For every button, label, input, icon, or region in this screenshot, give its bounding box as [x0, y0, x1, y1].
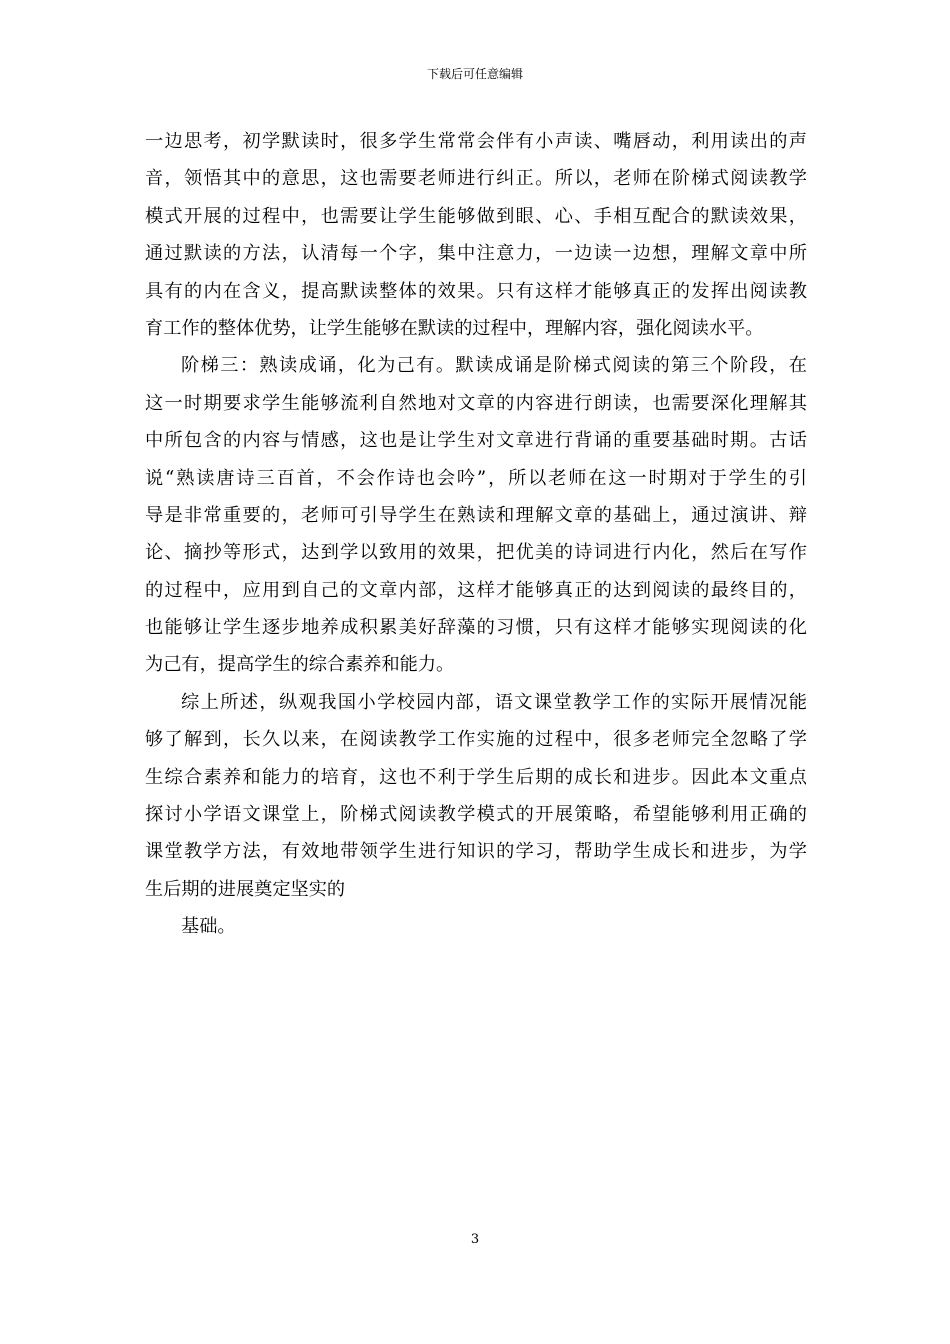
text-line: 通过默读的方法，认清每一个字，集中注意力，一边读一边想，理解文章中所 — [145, 243, 807, 265]
text-line: 导是非常重要的，老师可引导学生在熟读和理解文章的基础上，通过演讲、辩 — [145, 504, 807, 526]
text-line: 生后期的进展奠定坚实的 — [145, 878, 346, 900]
text-line: 一边思考，初学默读时，很多学生常常会伴有小声读、嘴唇动，利用读出的声 — [145, 131, 807, 152]
text-line: 阶梯三：熟读成诵，化为己有。默读成诵是阶梯式阅读的第三个阶段，在 — [181, 355, 807, 377]
text-line: 具有的内在含义，提高默读整体的效果。只有这样才能够真正的发挥出阅读教 — [145, 280, 807, 302]
text-line: 音，领悟其中的意思，这也需要老师进行纠正。所以，老师在阶梯式阅读教学 — [145, 168, 807, 190]
text-line: 育工作的整体优势，让学生能够在默读的过程中，理解内容，强化阅读水平。 — [145, 317, 764, 339]
text-line: 模式开展的过程中，也需要让学生能够做到眼、心、手相互配合的默读效果， — [145, 205, 807, 227]
text-line: 论、摘抄等形式，达到学以致用的效果，把优美的诗词进行内化，然后在写作 — [145, 542, 807, 564]
text-line: 中所包含的内容与情感，这也是让学生对文章进行背诵的重要基础时期。古话 — [145, 430, 807, 452]
text-line: 够了解到，长久以来，在阅读教学工作实施的过程中，很多老师完全忽略了学 — [145, 729, 807, 751]
text-line: 综上所述，纵观我国小学校园内部，语文课堂教学工作的实际开展情况能 — [181, 691, 807, 713]
text-line: 这一时期要求学生能够流利自然地对文章的内容进行朗读，也需要深化理解其 — [145, 392, 807, 414]
text-line: 课堂教学方法，有效地带领学生进行知识的学习，帮助学生成长和进步，为学 — [145, 841, 807, 863]
page-header: 下载后可任意编辑 — [426, 67, 523, 81]
document-body — [145, 123, 807, 946]
text-line: 说“熟读唐诗三百首，不会作诗也会吟”，所以老师在这一时期对于学生的引 — [145, 467, 807, 489]
text-line: 基础。 — [181, 916, 236, 938]
page-number: 3 — [470, 1232, 480, 1247]
text-line: 生综合素养和能力的培育，这也不利于学生后期的成长和进步。因此本文重点 — [145, 766, 807, 788]
text-line: 也能够让学生逐步地养成积累美好辞藻的习惯，只有这样才能够实现阅读的化 — [145, 617, 807, 639]
text-line: 探讨小学语文课堂上，阶梯式阅读教学模式的开展策略，希望能够利用正确的 — [145, 804, 807, 826]
text-line: 为己有，提高学生的综合素养和能力。 — [145, 654, 455, 676]
text-line: 的过程中，应用到自己的文章内部，这样才能够真正的达到阅读的最终目的， — [145, 579, 807, 601]
